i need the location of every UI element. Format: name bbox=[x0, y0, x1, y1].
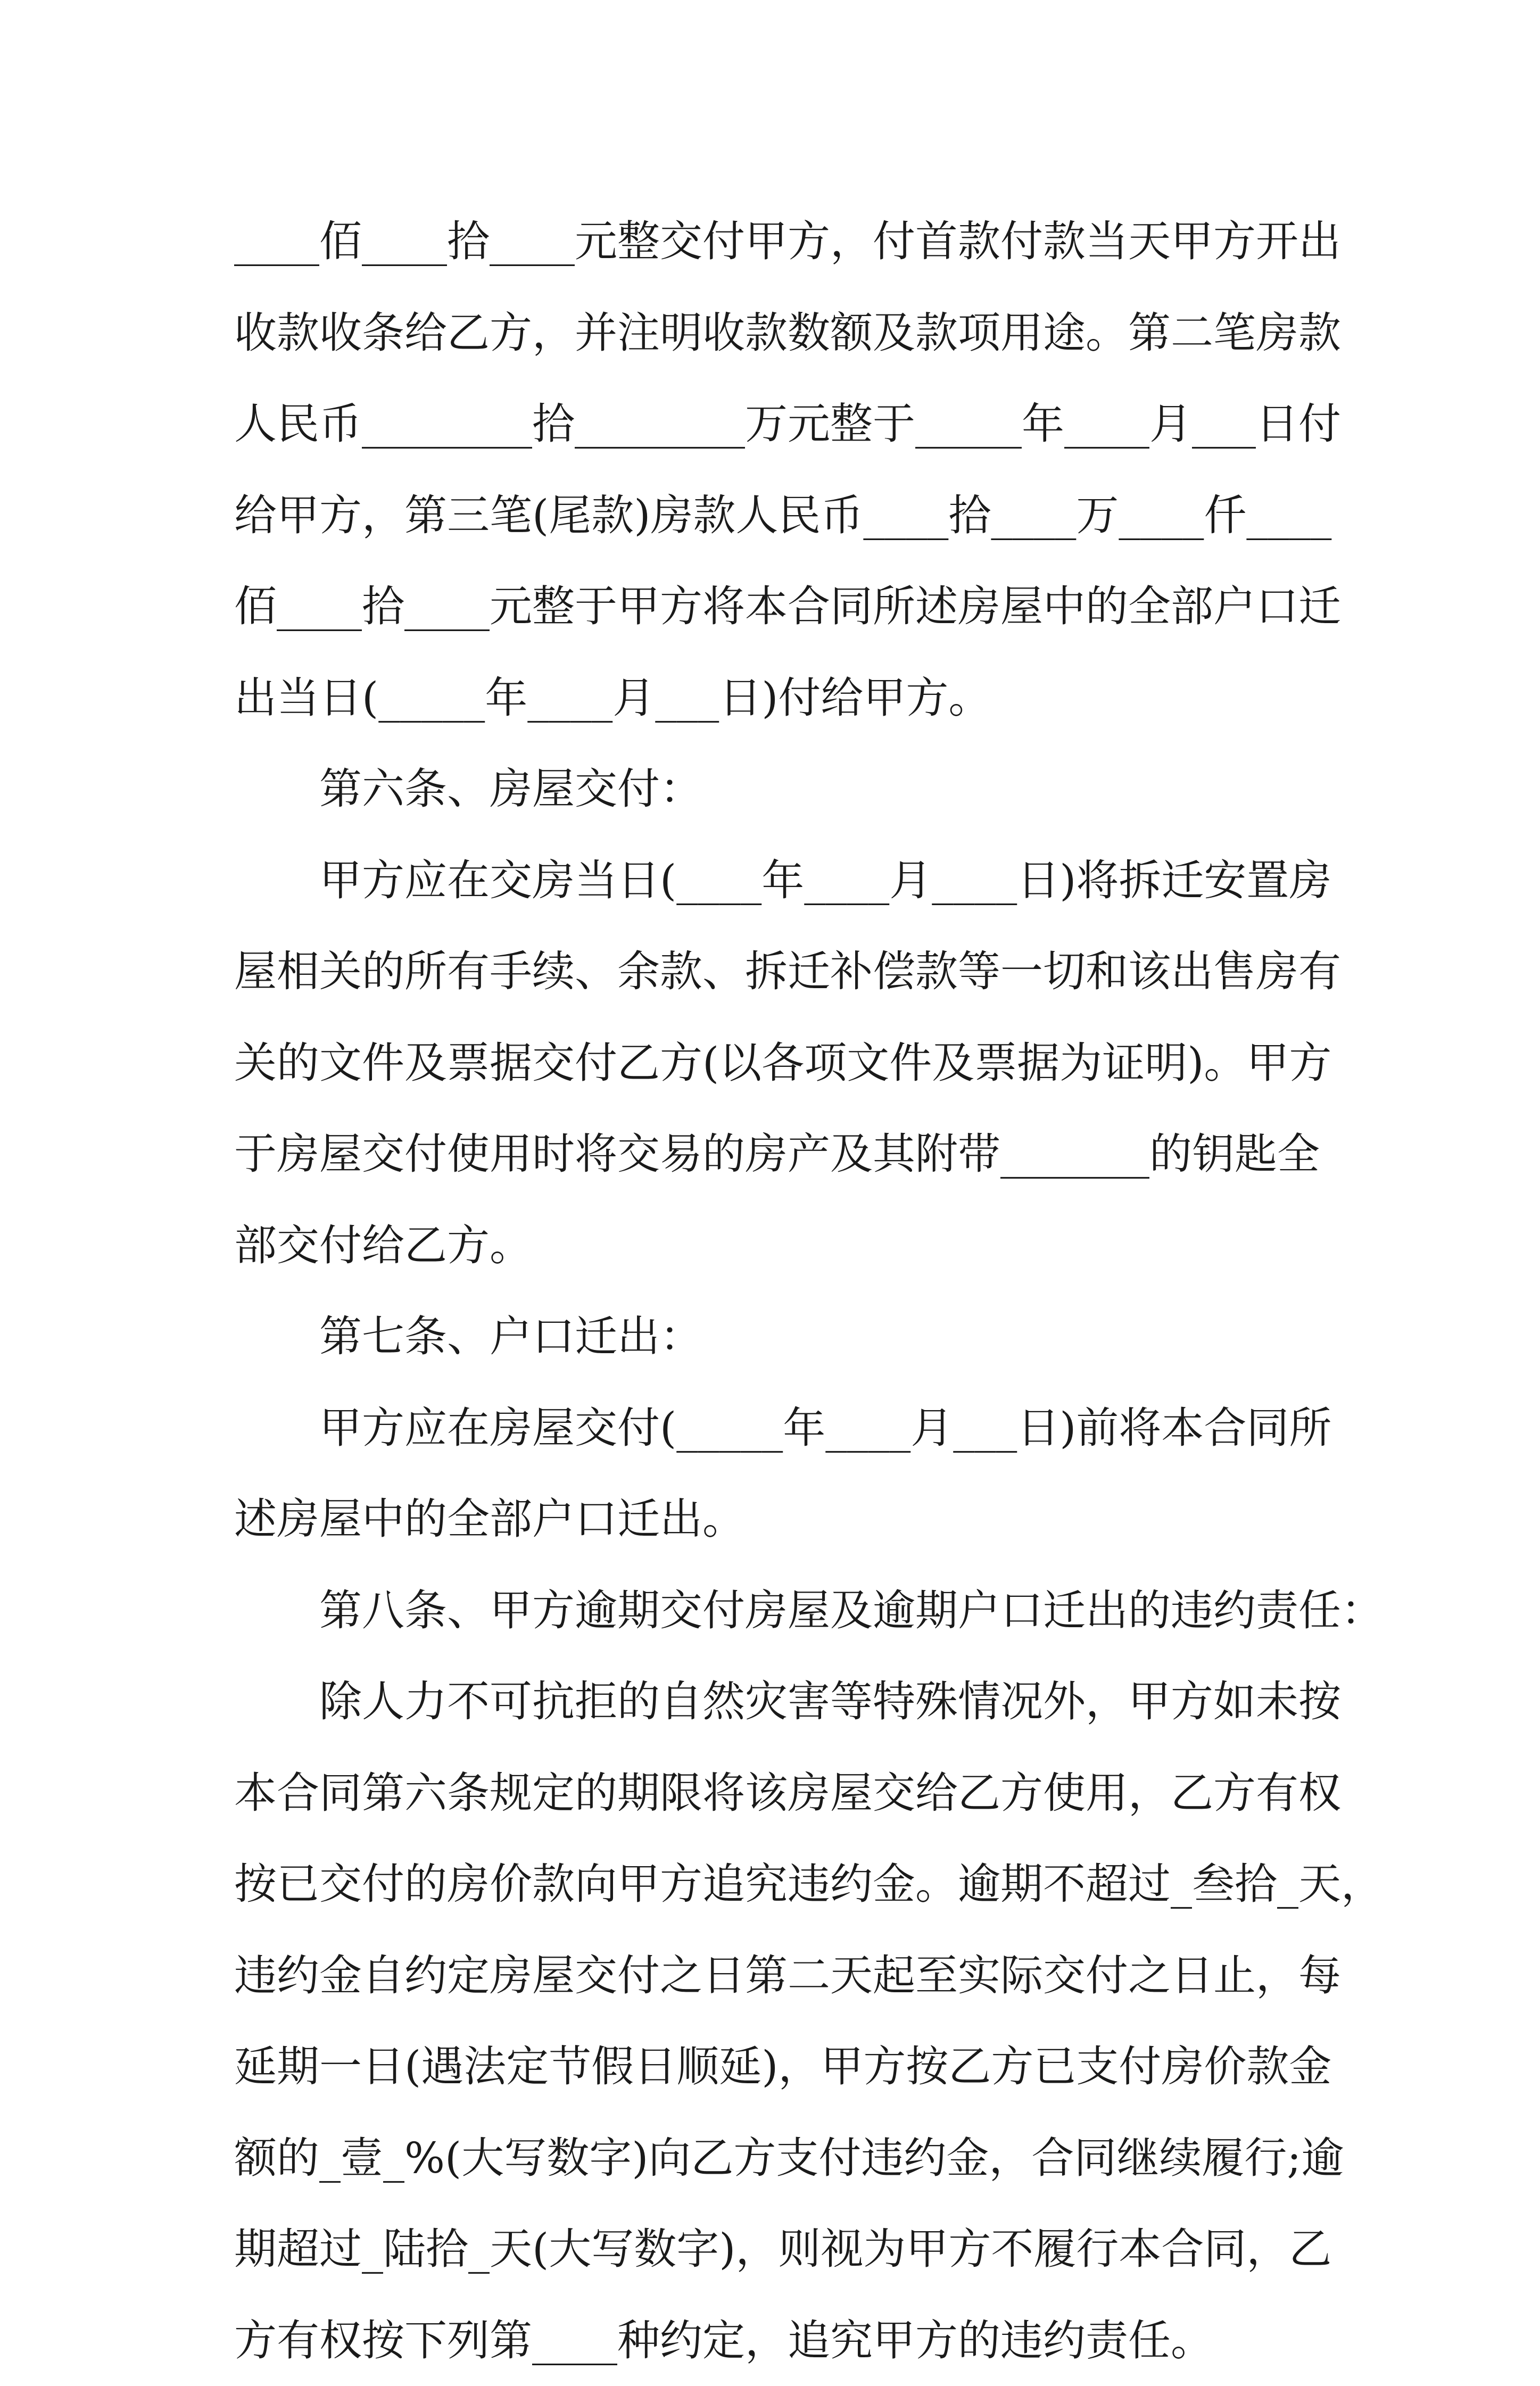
text-line: 按已交付的房价款向甲方追究违约金。逾期不超过_叁拾_天， bbox=[234, 1838, 1314, 1930]
text-line: ____佰____拾____元整交付甲方，付首款付款当天甲方开出 bbox=[234, 196, 1314, 287]
text-line: 于房屋交付使用时将交易的房产及其附带_______的钥匙全 bbox=[234, 1108, 1314, 1200]
article-6-paragraph bbox=[234, 835, 1314, 1291]
article-7-paragraph bbox=[234, 1382, 1314, 1565]
text-line: 甲方应在交房当日(____年____月____日)将拆迁安置房 bbox=[234, 835, 1314, 926]
text-line: 期超过_陆拾_天(大写数字)，则视为甲方不履行本合同，乙 bbox=[234, 2203, 1314, 2295]
text-line: 延期一日(遇法定节假日顺延)，甲方按乙方已支付房价款金 bbox=[234, 2021, 1314, 2112]
document-body bbox=[234, 196, 1314, 2386]
text-line: 给甲方，第三笔(尾款)房款人民币____拾____万____仟____ bbox=[234, 470, 1314, 561]
text-line: 收款收条给乙方，并注明收款数额及款项用途。第二笔房款 bbox=[234, 287, 1314, 379]
text-line: 额的_壹_%(大写数字)向乙方支付违约金，合同继续履行;逾 bbox=[234, 2112, 1314, 2204]
text-line: 除人力不可抗拒的自然灾害等特殊情况外，甲方如未按 bbox=[234, 1656, 1314, 1747]
text-line: 关的文件及票据交付乙方(以各项文件及票据为证明)。甲方 bbox=[234, 1017, 1314, 1109]
text-line: 佰____拾____元整于甲方将本合同所述房屋中的全部户口迁 bbox=[234, 561, 1314, 652]
heading-line: 第七条、户口迁出： bbox=[234, 1291, 1314, 1382]
text-line: 出当日(_____年____月___日)付给甲方。 bbox=[234, 652, 1314, 744]
text-line: 部交付给乙方。 bbox=[234, 1200, 1314, 1291]
payment-terms-paragraph bbox=[234, 196, 1314, 743]
text-line: 述房屋中的全部户口迁出。 bbox=[234, 1473, 1314, 1565]
heading-line: 第八条、甲方逾期交付房屋及逾期户口迁出的违约责任： bbox=[234, 1565, 1314, 1656]
article-7-heading bbox=[234, 1291, 1314, 1382]
text-line: 甲方应在房屋交付(_____年____月___日)前将本合同所 bbox=[234, 1382, 1314, 1474]
article-8-heading bbox=[234, 1565, 1314, 1656]
heading-line: 第六条、房屋交付： bbox=[234, 743, 1314, 835]
text-line: 人民币________拾________万元整于_____年____月___日付 bbox=[234, 378, 1314, 470]
article-6-heading bbox=[234, 743, 1314, 835]
text-line: 方有权按下列第____种约定，追究甲方的违约责任。 bbox=[234, 2295, 1314, 2386]
text-line: 本合同第六条规定的期限将该房屋交给乙方使用，乙方有权 bbox=[234, 1747, 1314, 1839]
article-8-paragraph bbox=[234, 1656, 1314, 2386]
text-line: 屋相关的所有手续、余款、拆迁补偿款等一切和该出售房有 bbox=[234, 926, 1314, 1017]
text-line: 违约金自约定房屋交付之日第二天起至实际交付之日止，每 bbox=[234, 1930, 1314, 2022]
